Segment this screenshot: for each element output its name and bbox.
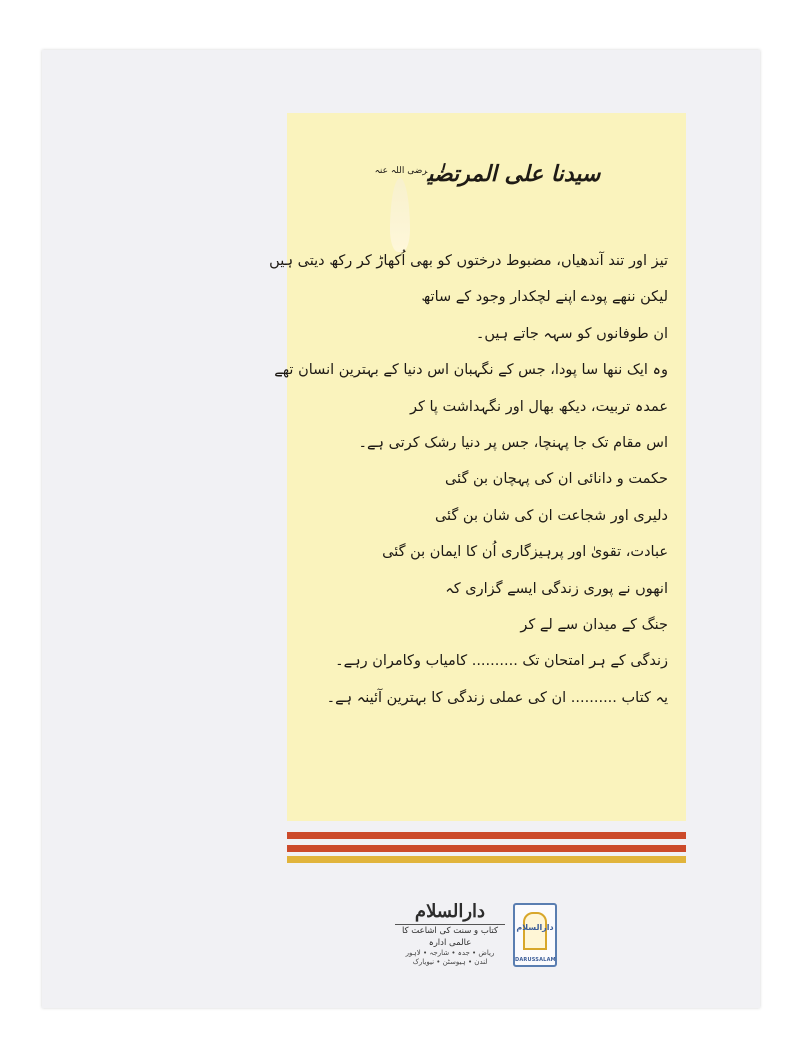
decorative-stripe-red-top: [287, 832, 686, 839]
blurb-line: زندگی کے ہر امتحان تک .......... کامیاب وکامران رہے۔: [335, 653, 668, 670]
blurb-line: وہ ایک ننھا سا پودا، جس کے نگہبان اس دنیا کے بہترین انسان تھے: [274, 362, 668, 379]
blurb-line: حکمت و دانائی ان کی پہچان بن گئی: [445, 471, 668, 488]
blurb-line: دلیری اور شجاعت ان کی شان بن گئی: [434, 507, 668, 524]
publisher-tagline: کتاب و سنت کی اشاعت کا عالمی ادارہ: [395, 924, 505, 949]
decorative-stripe-yellow: [287, 856, 686, 863]
blurb-line: انھوں نے پوری زندگی ایسے گزاری کہ: [445, 580, 668, 597]
publisher-logo-text: [395, 901, 505, 967]
blurb-line: جنگ کے میدان سے لے کر: [520, 616, 668, 633]
page-title: [287, 161, 686, 187]
publisher-cities-1: ریاض • جدہ • شارجہ • لاہور: [405, 949, 495, 957]
title-text: سیدنا علی المرتضٰی: [427, 161, 601, 187]
honorific-text: رضی اللہ عنہ: [374, 165, 428, 176]
publisher-cities-2: لندن • ہیوسٹن • نیویارک: [412, 958, 488, 966]
blurb-line: اس مقام تک جا پہنچا، جس پر دنیا رشک کرتی ہے۔: [358, 434, 668, 451]
blurb-line: عبادت، تقویٰ اور پرہیزگاری اُن کا ایمان بن گئی: [382, 544, 668, 561]
blurb-line: لیکن ننھے پودے اپنے لچکدار وجود کے ساتھ: [421, 289, 668, 306]
blurb-line: تیز اور تند آندھیاں، مضبوط درختوں کو بھی اُکھاڑ کر رکھ دیتی ہیں: [269, 253, 668, 269]
emblem-latin-text: DARUSSALAM: [515, 957, 556, 963]
publisher-emblem-icon: [513, 903, 557, 967]
emblem-text: دارالسلام: [516, 923, 554, 932]
blurb-line: یہ کتاب .......... ان کی عملی زندگی کا بہترین آئینہ ہے۔: [326, 689, 668, 706]
publisher-name: دارالسلام: [414, 901, 486, 922]
candle-watermark: [390, 178, 410, 252]
blurb-line: ان طوفانوں کو سہہ جاتے ہیں۔: [475, 325, 668, 342]
blurb-line: عمدہ تربیت، دیکھ بھال اور نگہداشت پا کر: [409, 398, 668, 415]
decorative-stripe-red: [287, 845, 686, 852]
blurb-lines: [269, 243, 668, 716]
text-panel: [269, 113, 686, 821]
